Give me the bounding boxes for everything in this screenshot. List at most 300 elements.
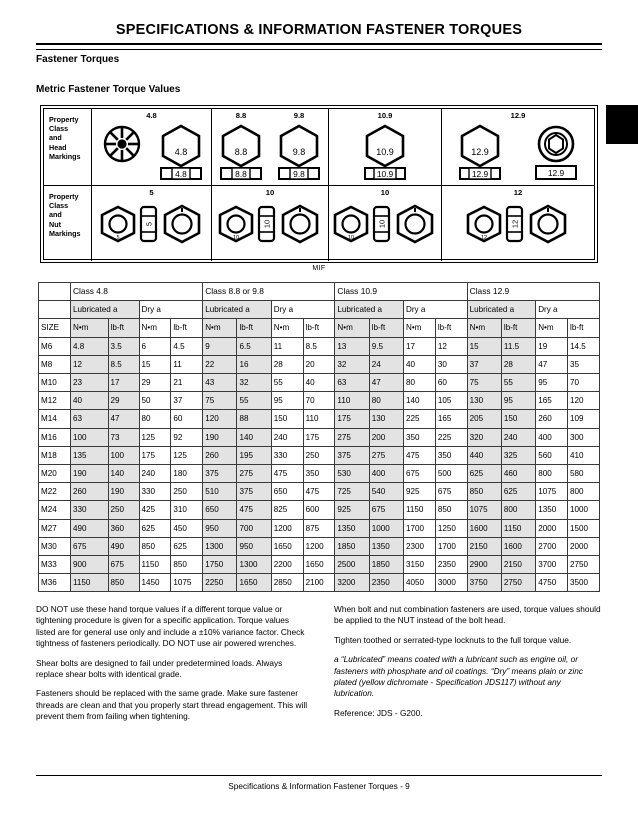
torque-value-cell: 47	[369, 374, 403, 392]
torque-value-cell: 375	[203, 465, 237, 483]
svg-text:9.8: 9.8	[293, 169, 305, 179]
torque-value-cell: 75	[203, 392, 237, 410]
nut-set-icon	[462, 199, 574, 257]
torque-value-cell: 225	[403, 410, 435, 428]
torque-value-cell: 2750	[568, 556, 600, 574]
torque-value-cell: 55	[271, 374, 303, 392]
svg-text:10.9: 10.9	[376, 147, 394, 157]
unit-header-nm: N•m	[467, 319, 501, 337]
condition-header-lubricated: Lubricated a	[335, 301, 404, 319]
torque-value-cell: 120	[568, 392, 600, 410]
torque-value-cell: 2150	[467, 537, 501, 555]
nut-set-icon	[329, 199, 441, 257]
torque-value-cell: 4.8	[71, 337, 109, 355]
torque-value-cell: 12	[71, 355, 109, 373]
torque-value-cell: 2300	[403, 537, 435, 555]
svg-text:5: 5	[144, 221, 153, 227]
table-row	[39, 392, 600, 410]
torque-value-cell: 15	[139, 355, 171, 373]
torque-value-cell: 375	[335, 446, 369, 464]
size-cell: M33	[39, 556, 71, 574]
torque-value-cell: 3000	[435, 574, 467, 592]
svg-text:4.8: 4.8	[175, 169, 188, 179]
torque-value-cell: 2750	[501, 574, 535, 592]
torque-value-cell: 16	[237, 355, 271, 373]
torque-value-cell: 320	[467, 428, 501, 446]
torque-value-cell: 180	[171, 465, 203, 483]
torque-value-cell: 650	[203, 501, 237, 519]
torque-value-cell: 1150	[71, 574, 109, 592]
torque-value-cell: 190	[108, 483, 139, 501]
table-row	[39, 574, 600, 592]
torque-value-cell: 1300	[237, 556, 271, 574]
torque-value-cell: 75	[467, 374, 501, 392]
torque-value-cell: 14.5	[568, 337, 600, 355]
head-group-12-9	[442, 109, 594, 185]
table-row	[39, 556, 600, 574]
size-cell: M20	[39, 465, 71, 483]
torque-value-cell: 300	[568, 428, 600, 446]
table-row	[39, 446, 600, 464]
size-cell: M12	[39, 392, 71, 410]
torque-value-cell: 240	[271, 428, 303, 446]
torque-value-cell: 1600	[501, 537, 535, 555]
torque-value-cell: 37	[171, 392, 203, 410]
torque-value-cell: 95	[501, 392, 535, 410]
torque-value-cell: 22	[203, 355, 237, 373]
nut-group-caption: 10	[380, 188, 390, 197]
torque-value-cell: 2000	[568, 537, 600, 555]
torque-value-cell: 47	[536, 355, 568, 373]
nut-group-caption: 5	[149, 188, 154, 197]
size-cell: M24	[39, 501, 71, 519]
torque-value-cell: 475	[303, 483, 335, 501]
property-class-markings-figure	[40, 105, 598, 263]
torque-value-cell: 2700	[536, 537, 568, 555]
torque-value-cell: 21	[171, 374, 203, 392]
torque-value-cell: 8.5	[108, 355, 139, 373]
torque-value-cell: 55	[501, 374, 535, 392]
torque-value-cell: 63	[71, 410, 109, 428]
torque-value-cell: 105	[435, 392, 467, 410]
footer-divider	[36, 775, 602, 776]
svg-text:12: 12	[480, 235, 488, 241]
torque-value-cell: 2350	[435, 556, 467, 574]
torque-value-cell: 2850	[271, 574, 303, 592]
torque-value-cell: 1075	[171, 574, 203, 592]
torque-value-cell: 825	[271, 501, 303, 519]
torque-value-cell: 330	[271, 446, 303, 464]
torque-value-cell: 4.5	[171, 337, 203, 355]
torque-value-cell: 400	[369, 465, 403, 483]
condition-header-lubricated: Lubricated a	[71, 301, 140, 319]
torque-value-cell: 450	[171, 519, 203, 537]
subsection-heading: Metric Fastener Torque Values	[36, 84, 181, 95]
torque-value-cell: 190	[203, 428, 237, 446]
torque-value-cell: 3700	[536, 556, 568, 574]
torque-value-cell: 250	[303, 446, 335, 464]
torque-value-cell: 675	[71, 537, 109, 555]
class-header-12-9: Class 12.9	[467, 283, 599, 301]
condition-header-lubricated: Lubricated a	[467, 301, 536, 319]
torque-value-cell: 540	[369, 483, 403, 501]
torque-value-cell: 900	[71, 556, 109, 574]
svg-text:4.8: 4.8	[174, 147, 188, 157]
torque-value-cell: 1075	[467, 501, 501, 519]
notes-right-column	[334, 604, 602, 727]
torque-value-cell: 100	[108, 446, 139, 464]
torque-value-cell: 2000	[536, 519, 568, 537]
torque-value-cell: 850	[467, 483, 501, 501]
bolt-head-hex-icon	[152, 122, 212, 182]
torque-value-cell: 1500	[568, 519, 600, 537]
torque-value-cell: 225	[435, 428, 467, 446]
unit-header-nm: N•m	[403, 319, 435, 337]
torque-value-cell: 95	[271, 392, 303, 410]
torque-value-cell: 110	[335, 392, 369, 410]
torque-value-cell: 625	[139, 519, 171, 537]
torque-value-cell: 410	[568, 446, 600, 464]
size-cell: M16	[39, 428, 71, 446]
torque-value-cell: 1200	[303, 537, 335, 555]
unit-header-row	[39, 319, 600, 337]
torque-value-cell: 70	[303, 392, 335, 410]
torque-value-cell: 2100	[303, 574, 335, 592]
unit-header-nm: N•m	[71, 319, 109, 337]
svg-text:12.9: 12.9	[471, 147, 489, 157]
torque-value-cell: 240	[501, 428, 535, 446]
torque-value-cell: 40	[403, 355, 435, 373]
metric-fastener-torque-table	[38, 282, 600, 592]
note-paragraph: Fasteners should be replaced with the same grade. Make sure fastener threads are clean and that you properly start thread engagement. This will prevent them from failing when tightening.	[36, 688, 308, 722]
torque-value-cell: 675	[108, 556, 139, 574]
torque-value-cell: 92	[171, 428, 203, 446]
torque-value-cell: 510	[203, 483, 237, 501]
torque-value-cell: 60	[435, 374, 467, 392]
torque-value-cell: 625	[501, 483, 535, 501]
bolt-head-hex-icon	[442, 122, 518, 182]
torque-value-cell: 1700	[435, 537, 467, 555]
torque-value-cell: 125	[139, 428, 171, 446]
unit-header-lbft: lb-ft	[501, 319, 535, 337]
condition-header-dry: Dry a	[403, 301, 467, 319]
torque-value-cell: 275	[369, 446, 403, 464]
size-cell: M10	[39, 374, 71, 392]
notes-left-column	[36, 604, 308, 731]
torque-value-cell: 1650	[303, 556, 335, 574]
torque-value-cell: 330	[139, 483, 171, 501]
torque-value-cell: 29	[139, 374, 171, 392]
torque-value-cell: 4750	[536, 574, 568, 592]
torque-value-cell: 330	[71, 501, 109, 519]
note-lubricated-definition: a “Lubricated” means coated with a lubricant such as engine oil, or fasteners with phosphate and oil coatings. “Dry” means plain or zinc plated (yellow dichromate - Specification JDS117) without any lubrication.	[334, 654, 584, 699]
note-reference: Reference: JDS - G200.	[334, 707, 423, 718]
head-group-caption: 9.8	[293, 111, 305, 120]
nut-group-5	[92, 186, 212, 261]
torque-value-cell: 2350	[369, 574, 403, 592]
torque-value-cell: 190	[71, 465, 109, 483]
torque-value-cell: 375	[237, 483, 271, 501]
unit-header-lbft: lb-ft	[568, 319, 600, 337]
torque-value-cell: 2250	[203, 574, 237, 592]
torque-value-cell: 4050	[403, 574, 435, 592]
torque-value-cell: 100	[71, 428, 109, 446]
torque-value-cell: 165	[536, 392, 568, 410]
torque-value-cell: 130	[369, 410, 403, 428]
torque-value-cell: 29	[108, 392, 139, 410]
torque-value-cell: 55	[237, 392, 271, 410]
unit-header-lbft: lb-ft	[435, 319, 467, 337]
torque-value-cell: 625	[467, 465, 501, 483]
torque-value-cell: 140	[403, 392, 435, 410]
torque-value-cell: 24	[369, 355, 403, 373]
nut-markings-row-label: Property Class and Nut Markings	[44, 186, 92, 261]
table-row	[39, 374, 600, 392]
torque-value-cell: 275	[335, 428, 369, 446]
condition-header-lubricated: Lubricated a	[203, 301, 272, 319]
nut-group-12	[442, 186, 594, 261]
size-cell: M27	[39, 519, 71, 537]
torque-value-cell: 650	[271, 483, 303, 501]
torque-value-cell: 9.5	[369, 337, 403, 355]
torque-value-cell: 6	[139, 337, 171, 355]
unit-header-nm: N•m	[335, 319, 369, 337]
torque-value-cell: 12	[435, 337, 467, 355]
torque-value-cell: 17	[403, 337, 435, 355]
torque-value-cell: 1850	[369, 556, 403, 574]
nut-group-10-b	[329, 186, 442, 261]
torque-value-cell: 850	[171, 556, 203, 574]
table-row	[39, 337, 600, 355]
svg-text:10: 10	[262, 219, 272, 229]
size-cell: M14	[39, 410, 71, 428]
torque-value-cell: 350	[403, 428, 435, 446]
nut-group-caption: 10	[265, 188, 275, 197]
svg-text:8.8: 8.8	[234, 147, 248, 157]
torque-value-cell: 11	[171, 355, 203, 373]
torque-value-cell: 195	[237, 446, 271, 464]
torque-value-cell: 1350	[335, 519, 369, 537]
page-edge-tab-marker	[606, 105, 638, 144]
torque-value-cell: 205	[467, 410, 501, 428]
table-row	[39, 537, 600, 555]
bolt-head-star-icon	[92, 122, 152, 180]
torque-value-cell: 240	[139, 465, 171, 483]
torque-value-cell: 30	[435, 355, 467, 373]
svg-text:12: 12	[510, 219, 520, 229]
torque-value-cell: 19	[536, 337, 568, 355]
torque-value-cell: 850	[435, 501, 467, 519]
condition-header-corner	[39, 301, 71, 319]
torque-value-cell: 260	[536, 410, 568, 428]
torque-value-cell: 850	[139, 537, 171, 555]
nut-set-icon	[96, 199, 208, 257]
torque-value-cell: 88	[237, 410, 271, 428]
torque-value-cell: 1450	[139, 574, 171, 592]
torque-value-cell: 3200	[335, 574, 369, 592]
torque-value-cell: 580	[568, 465, 600, 483]
torque-value-cell: 440	[467, 446, 501, 464]
torque-value-cell: 32	[335, 355, 369, 373]
torque-value-cell: 28	[501, 355, 535, 373]
unit-header-nm: N•m	[139, 319, 171, 337]
torque-value-cell: 675	[403, 465, 435, 483]
note-paragraph: Shear bolts are designed to fail under predetermined loads. Always replace shear bolts with identical grade.	[36, 657, 283, 680]
class-header-10-9: Class 10.9	[335, 283, 467, 301]
head-group-4-8	[92, 109, 212, 185]
bolt-head-hex-icon	[329, 122, 441, 182]
torque-value-cell: 60	[171, 410, 203, 428]
torque-value-cell: 325	[501, 446, 535, 464]
torque-value-cell: 70	[568, 374, 600, 392]
note-paragraph: DO NOT use these hand torque values if a different torque value or tightening procedure is given for a specific application. Torque values listed are for general use only and include a ±10% variance factor. Check tightness of fasteners periodically. DO NOT use air powered wrenches.	[36, 604, 305, 649]
torque-value-cell: 475	[271, 465, 303, 483]
torque-value-cell: 165	[435, 410, 467, 428]
torque-value-cell: 530	[335, 465, 369, 483]
condition-header-dry: Dry a	[536, 301, 600, 319]
torque-value-cell: 675	[369, 501, 403, 519]
torque-value-cell: 130	[467, 392, 501, 410]
torque-value-cell: 175	[303, 428, 335, 446]
svg-text:10: 10	[347, 235, 355, 241]
head-markings-row-label: Property Class and Head Markings	[44, 109, 92, 185]
table-row	[39, 519, 600, 537]
torque-value-cell: 275	[237, 465, 271, 483]
torque-value-cell: 490	[108, 537, 139, 555]
torque-value-cell: 1650	[237, 574, 271, 592]
svg-text:10: 10	[377, 219, 387, 229]
size-cell: M22	[39, 483, 71, 501]
torque-value-cell: 110	[303, 410, 335, 428]
torque-value-cell: 1300	[203, 537, 237, 555]
bolt-head-hex-icon	[212, 122, 270, 182]
torque-value-cell: 625	[171, 537, 203, 555]
size-cell: M30	[39, 537, 71, 555]
torque-value-cell: 20	[303, 355, 335, 373]
torque-value-cell: 1350	[536, 501, 568, 519]
nut-set-icon	[214, 199, 326, 257]
torque-value-cell: 250	[108, 501, 139, 519]
torque-value-cell: 175	[335, 410, 369, 428]
torque-value-cell: 35	[568, 355, 600, 373]
torque-value-cell: 109	[568, 410, 600, 428]
head-group-8-8-9-8	[212, 109, 329, 185]
table-row	[39, 501, 600, 519]
bolt-head-hex-icon	[270, 122, 328, 182]
size-cell: M36	[39, 574, 71, 592]
unit-header-nm: N•m	[271, 319, 303, 337]
table-row	[39, 428, 600, 446]
torque-value-cell: 140	[237, 428, 271, 446]
class-header-4-8: Class 4.8	[71, 283, 203, 301]
page-title: SPECIFICATIONS & INFORMATION FASTENER TORQUES	[115, 22, 523, 38]
torque-value-cell: 95	[536, 374, 568, 392]
torque-value-cell: 250	[171, 483, 203, 501]
head-group-10-9	[329, 109, 442, 185]
torque-value-cell: 425	[139, 501, 171, 519]
unit-header-nm: N•m	[203, 319, 237, 337]
torque-value-cell: 50	[139, 392, 171, 410]
torque-value-cell: 725	[335, 483, 369, 501]
nut-group-caption: 12	[513, 188, 523, 197]
torque-value-cell: 23	[71, 374, 109, 392]
torque-value-cell: 875	[303, 519, 335, 537]
torque-value-cell: 43	[203, 374, 237, 392]
page-footer: Specifications & Information Fastener Torques - 9	[228, 781, 410, 791]
torque-value-cell: 80	[369, 392, 403, 410]
torque-value-cell: 9	[203, 337, 237, 355]
bolt-head-socket-icon	[518, 122, 594, 182]
torque-value-cell: 1650	[271, 537, 303, 555]
torque-value-cell: 63	[335, 374, 369, 392]
torque-value-cell: 32	[237, 374, 271, 392]
title-divider	[36, 43, 602, 50]
torque-value-cell: 560	[536, 446, 568, 464]
torque-value-cell: 37	[467, 355, 501, 373]
torque-value-cell: 8.5	[303, 337, 335, 355]
torque-value-cell: 80	[403, 374, 435, 392]
torque-value-cell: 800	[501, 501, 535, 519]
torque-value-cell: 1075	[536, 483, 568, 501]
mif-label: MIF	[312, 265, 326, 272]
torque-value-cell: 11.5	[501, 337, 535, 355]
torque-value-cell: 1700	[403, 519, 435, 537]
torque-value-cell: 2500	[335, 556, 369, 574]
table-head	[39, 283, 600, 338]
unit-header-nm: N•m	[536, 319, 568, 337]
svg-text:5: 5	[115, 235, 120, 241]
torque-value-cell: 1150	[403, 501, 435, 519]
torque-value-cell: 1750	[203, 556, 237, 574]
torque-value-cell: 490	[71, 519, 109, 537]
torque-value-cell: 310	[171, 501, 203, 519]
note-paragraph: When bolt and nut combination fasteners are used, torque values should be applied to the NUT instead of the bolt head.	[334, 604, 601, 626]
torque-value-cell: 150	[271, 410, 303, 428]
torque-value-cell: 40	[303, 374, 335, 392]
head-markings-row	[44, 109, 594, 185]
torque-value-cell: 475	[403, 446, 435, 464]
torque-value-cell: 1000	[369, 519, 403, 537]
class-header-8-8-9-8: Class 8.8 or 9.8	[203, 283, 335, 301]
note-paragraph: Tighten toothed or serrated-type locknuts to the full torque value.	[334, 634, 572, 645]
torque-value-cell: 1200	[271, 519, 303, 537]
torque-value-cell: 1150	[139, 556, 171, 574]
torque-value-cell: 150	[501, 410, 535, 428]
head-group-caption: 8.8	[235, 111, 247, 120]
table-row	[39, 355, 600, 373]
head-group-caption: 12.9	[510, 111, 526, 120]
torque-value-cell: 1150	[501, 519, 535, 537]
torque-value-cell: 460	[501, 465, 535, 483]
torque-value-cell: 1250	[435, 519, 467, 537]
class-header-corner	[39, 283, 71, 301]
torque-value-cell: 600	[303, 501, 335, 519]
torque-value-cell: 3500	[568, 574, 600, 592]
torque-value-cell: 675	[435, 483, 467, 501]
head-group-caption: 4.8	[146, 111, 157, 120]
class-header-row	[39, 283, 600, 301]
torque-value-cell: 925	[335, 501, 369, 519]
unit-header-lbft: lb-ft	[369, 319, 403, 337]
table-row	[39, 465, 600, 483]
unit-header-lbft: lb-ft	[171, 319, 203, 337]
torque-value-cell: 2150	[501, 556, 535, 574]
torque-value-cell: 135	[71, 446, 109, 464]
torque-value-cell: 700	[237, 519, 271, 537]
unit-header-lbft: lb-ft	[303, 319, 335, 337]
torque-value-cell: 400	[536, 428, 568, 446]
torque-value-cell: 6.5	[237, 337, 271, 355]
